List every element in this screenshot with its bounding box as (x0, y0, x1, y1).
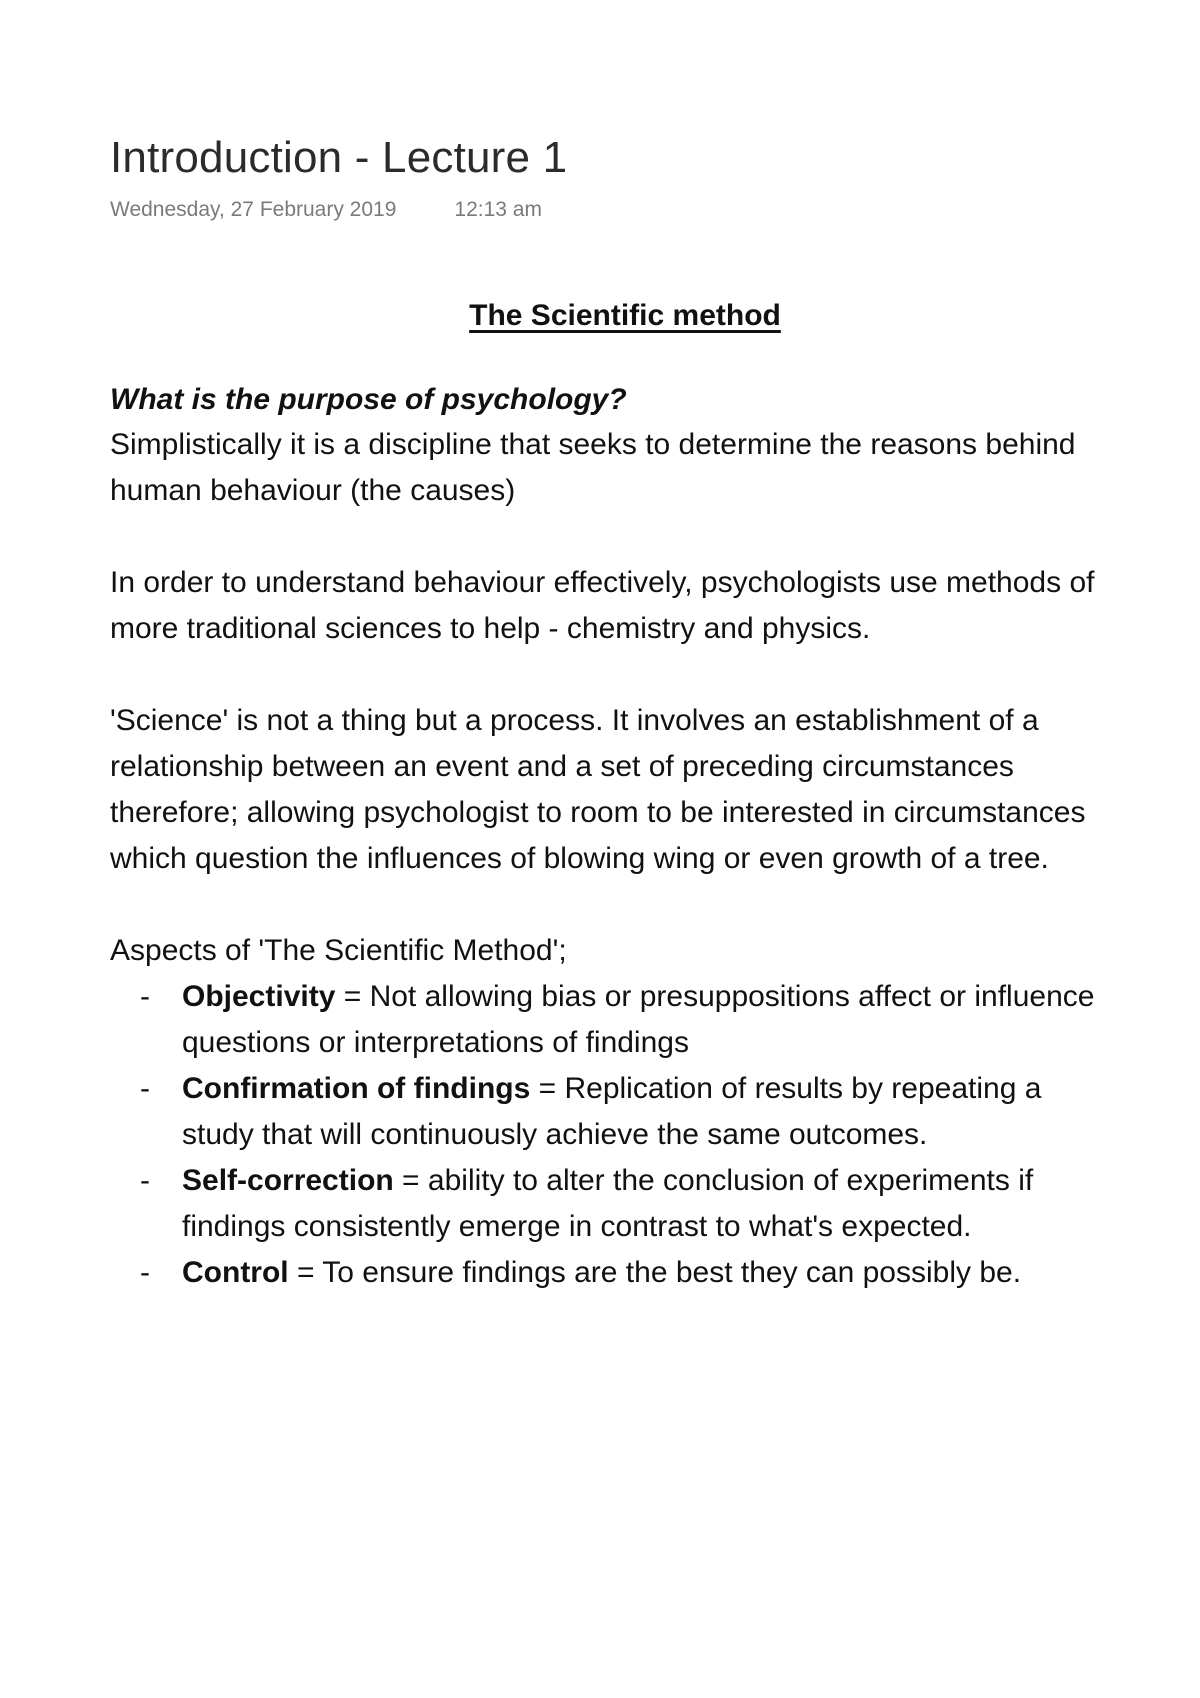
note-page (110, 130, 1120, 1296)
paragraph-science-process: 'Science' is not a thing but a process. It involves an establishment of a relationship between an event and a set of preceding circumstances therefore; allowing psychologist to room to be interested in circumstances which question the influences of blowing wing or even growth of a tree. (110, 704, 1086, 875)
bullet-dash: - (140, 1072, 150, 1105)
aspect-term: Objectivity (182, 980, 336, 1013)
bullet-dash: - (140, 1256, 150, 1289)
bullet-dash: - (140, 980, 150, 1013)
question-heading: What is the purpose of psychology? (110, 383, 627, 416)
aspect-term: Self-correction (182, 1164, 394, 1197)
note-date: Wednesday, 27 February 2019 (110, 198, 397, 221)
aspect-definition: = Replication of results by repeating a study that will continuously achieve the same outcomes. (182, 1072, 1042, 1151)
page-title: Introduction - Lecture 1 (110, 133, 568, 182)
aspect-definition: = To ensure findings are the best they can possibly be. (288, 1256, 1022, 1289)
section-heading: The Scientific method (469, 299, 781, 332)
bullet-dash: - (140, 1164, 150, 1197)
paragraph-purpose: Simplistically it is a discipline that seeks to determine the reasons behind human behaviour (the causes) (110, 428, 1076, 507)
paragraph-methods: In order to understand behaviour effectively, psychologists use methods of more traditional sciences to help - chemistry and physics. (110, 566, 1095, 645)
list-item (110, 1250, 1120, 1296)
aspects-list (110, 974, 1120, 1296)
list-item (110, 974, 1120, 1066)
aspect-term: Control (182, 1256, 289, 1289)
list-item (110, 1158, 1120, 1250)
aspects-intro: Aspects of 'The Scientific Method'; (110, 934, 567, 967)
aspect-definition: = ability to alter the conclusion of experiments if findings consistently emerge in contrast to what's expected. (182, 1164, 1034, 1243)
note-timestamp (110, 196, 1120, 224)
note-time: 12:13 am (454, 198, 542, 221)
list-item (110, 1066, 1120, 1158)
aspect-term: Confirmation of findings (182, 1072, 531, 1105)
aspect-definition: = Not allowing bias or presuppositions affect or influence questions or interpretations of findings (182, 980, 1095, 1059)
